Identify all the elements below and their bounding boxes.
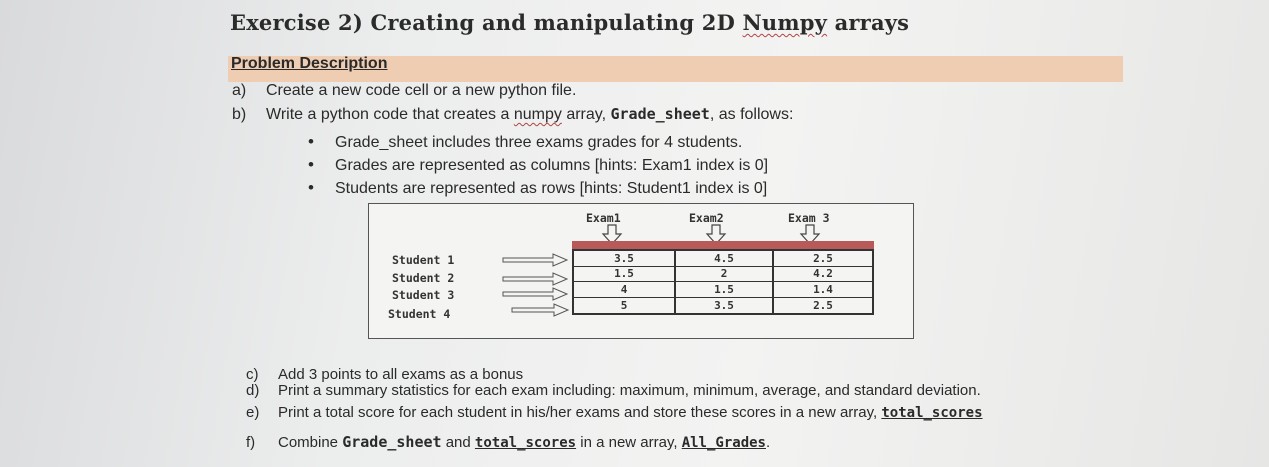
bullet-icon: • xyxy=(308,132,314,151)
task-f-code1: Grade_sheet xyxy=(342,433,442,451)
table-cell: 1.5 xyxy=(574,267,676,283)
task-c-text: Add 3 points to all exams as a bonus xyxy=(278,366,524,383)
task-f-label: f) xyxy=(246,434,256,451)
table-cell: 3.5 xyxy=(676,298,774,314)
task-e xyxy=(246,404,983,421)
row-label-student1: Student 1 xyxy=(392,253,455,267)
row-label-student2: Student 2 xyxy=(392,271,455,285)
table-cell: 2.5 xyxy=(813,298,833,312)
item-b xyxy=(232,105,793,124)
task-f-post: . xyxy=(765,434,771,451)
title-prefix: Exercise 2) Creating and manipulating 2D xyxy=(230,10,743,35)
right-arrow-icons xyxy=(500,252,572,318)
exercise-title xyxy=(230,10,909,35)
table-top-bar xyxy=(572,241,874,249)
task-f xyxy=(246,433,770,451)
item-b-numpy: numpy xyxy=(513,106,562,123)
task-c xyxy=(246,366,523,383)
table-cell: 2 xyxy=(676,267,774,283)
bullet-item xyxy=(308,132,742,152)
table-cell: 1.5 xyxy=(676,282,774,298)
right-arrow-icon xyxy=(512,304,568,316)
table-cell: 4 xyxy=(574,282,676,298)
row-label-student4: Student 4 xyxy=(388,307,451,321)
task-c-label: c) xyxy=(246,366,259,383)
item-b-pre: Write a python code that creates a xyxy=(266,106,514,123)
title-suffix: arrays xyxy=(827,10,910,35)
item-a xyxy=(232,82,576,100)
task-d-label: d) xyxy=(246,382,260,399)
task-f-code2: total_scores xyxy=(474,435,577,451)
col-header-exam2: Exam2 xyxy=(689,211,724,225)
row-label-student3: Student 3 xyxy=(392,288,455,302)
task-e-text: Print a total score for each student in his/her exams and store these scores in a new array, xyxy=(278,404,882,421)
bullet-icon: • xyxy=(308,178,314,197)
table-cell: 4.2 xyxy=(774,267,872,283)
bullet-text: Grades are represented as columns [hints: Exam1 index is 0] xyxy=(335,157,769,174)
bullet-item xyxy=(308,178,767,198)
bullet-item xyxy=(308,155,768,175)
table-cell: 5 xyxy=(574,298,676,314)
table-cell: 4.5 xyxy=(676,251,774,267)
grade-table xyxy=(572,249,874,315)
task-f-mid: and xyxy=(441,434,475,451)
right-arrow-icon xyxy=(503,273,567,285)
item-b-code: Grade_sheet xyxy=(610,105,710,123)
task-f-pre: Combine xyxy=(278,434,343,451)
task-e-code: total_scores xyxy=(881,405,983,421)
item-b-label: b) xyxy=(232,106,247,123)
item-a-text: Create a new code cell or a new python file. xyxy=(266,82,577,99)
table-cell: 1.4 xyxy=(774,282,872,298)
task-d xyxy=(246,382,981,399)
col-header-exam1: Exam1 xyxy=(586,211,621,225)
item-b-mid: array, xyxy=(561,106,611,123)
item-b-post: , as follows: xyxy=(709,106,794,123)
task-d-text: Print a summary statistics for each exam including: maximum, minimum, average, and standard deviation. xyxy=(278,382,981,399)
problem-heading: Problem Description xyxy=(231,55,388,72)
title-numpy: Numpy xyxy=(742,10,828,35)
item-a-label: a) xyxy=(232,82,247,99)
bullet-text: Students are represented as rows [hints: Student1 index is 0] xyxy=(335,180,768,197)
task-f-code3: All_Grades xyxy=(681,435,766,451)
table-cell: 3.5 xyxy=(574,251,676,267)
bullet-text: Grade_sheet includes three exams grades for 4 students. xyxy=(335,134,743,151)
right-arrow-icon xyxy=(503,288,567,300)
task-e-label: e) xyxy=(246,404,260,421)
col-header-exam3: Exam 3 xyxy=(788,211,830,225)
right-arrow-icon xyxy=(503,254,567,266)
task-f-mid2: in a new array, xyxy=(576,434,682,451)
table-cell: 2.5 xyxy=(774,251,872,267)
bullet-icon: • xyxy=(308,155,314,174)
